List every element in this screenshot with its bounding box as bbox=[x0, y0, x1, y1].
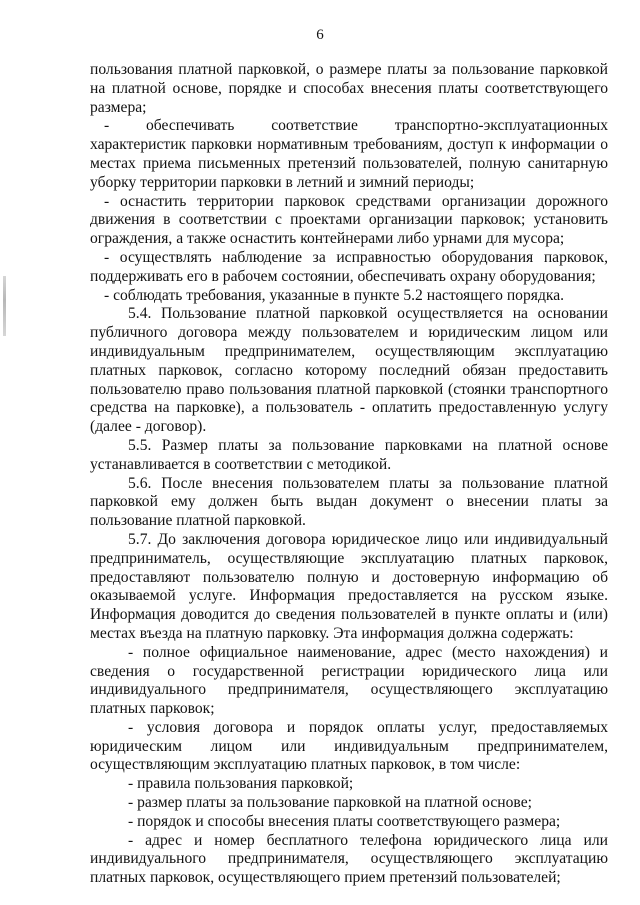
paragraph-bullet: - соблюдать требования, указанные в пункте 5.2 настоящего порядка. bbox=[104, 286, 565, 304]
paragraph-bullet: - размер платы за пользование парковкой на платной основе; bbox=[128, 794, 532, 812]
scan-edge-mark bbox=[3, 276, 6, 336]
paragraph-bullet: - полное официальное наименование, адрес (место нахождения) и сведения о государственной регистрации юридического лица или индивидуального предпринимателя, осуществляющего эксплуатацию платных парковок; bbox=[90, 643, 608, 718]
page-number: 6 bbox=[316, 27, 324, 43]
paragraph-5-7: 5.7. До заключения договора юридическое лицо или индивидуальный предприниматель, осуществляющие эксплуатацию платных парковок, предоставляют пользователю полную и достоверную информацию об оказываемой услуге. Информация предоставляется на русском языке. Информация доводится до сведения пользователей в пункте оплаты и (или) местах въезда на платную парковку. Эта информация должна содержать: bbox=[90, 530, 608, 642]
paragraph-5-5: 5.5. Размер платы за пользование парковками на платной основе устанавливается в соответствии с методикой. bbox=[90, 436, 608, 473]
paragraph-bullet: - правила пользования парковкой; bbox=[128, 775, 354, 793]
paragraph-bullet: - оснастить территории парковок средствами организации дорожного движения в соответствии с проектами организации парковок; установить ограждения, а также оснастить контейнерами либо урнами для мусора; bbox=[90, 192, 608, 248]
paragraph-5-4: 5.4. Пользование платной парковкой осуществляется на основании публичного договора между пользователем и юридическим лицом или индивидуальным предпринимателем, осуществляющим эксплуатацию платных парковок, согласно которому последний обязан предоставить пользователю право пользования платной парковкой (стоянки транспортного средства на парковке), а пользователь - оплатить предоставленную услугу (далее - договор). bbox=[90, 305, 608, 436]
paragraph-5-6: 5.6. После внесения пользователем платы за пользование платной парковкой ему должен быть выдан документ о внесении платы за пользование платной парковкой. bbox=[90, 474, 608, 530]
paragraph-bullet: - осуществлять наблюдение за исправностью оборудования парковок, поддерживать его в рабочем состоянии, обеспечивать охрану оборудования; bbox=[90, 248, 608, 285]
paragraph-bullet: - порядок и способы внесения платы соответствующего размера; bbox=[128, 812, 561, 830]
paragraph-bullet: - условия договора и порядок оплаты услуг, предоставляемых юридическим лицом или индивидуальным предпринимателем, осуществляющим эксплуатацию платных парковок, в том числе: bbox=[90, 718, 608, 774]
paragraph-bullet: - обеспечивать соответствие транспортно-эксплуатационных характеристик парковки нормативным требованиям, доступ к информации о местах приема письменных претензий пользователей, полную санитарную уборку территории парковки в летний и зимний периоды; bbox=[90, 117, 608, 191]
document-body bbox=[90, 61, 608, 888]
paragraph-bullet: - адрес и номер бесплатного телефона юридического лица или индивидуального предпринимателя, осуществляющего эксплуатацию платных парковок, осуществляющего прием претензий пользователей; bbox=[90, 831, 608, 887]
paragraph-continuation: пользования платной парковкой, о размере платы за пользование парковкой на платной основе, порядке и способах внесения платы соответствующего размера; bbox=[90, 61, 608, 116]
